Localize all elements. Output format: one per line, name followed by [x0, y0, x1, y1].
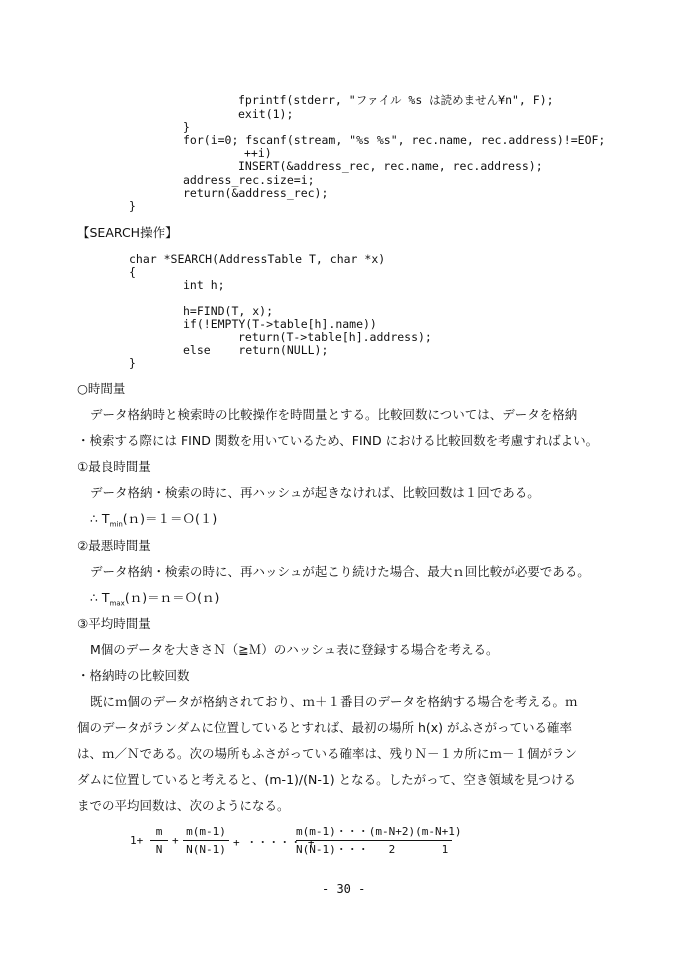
code-line: INSERT(&address_rec, rec.name, rec.address);: [238, 159, 543, 173]
code-line: int h;: [183, 278, 225, 292]
code-line: for(i=0; fscanf(stream, "%s %s", rec.name, rec.address)!=EOF;: [183, 133, 606, 147]
code-line: fprintf(stderr, "ファイル %s は読めません¥n", F);: [238, 93, 554, 107]
avg-text: M個のデータを大きさＮ（≧Ｍ）のハッシュ表に登録する場合を考える。: [90, 642, 499, 657]
formula-ellipsis: + ・・・・・ +: [233, 836, 315, 849]
fraction-numerator: m: [150, 826, 168, 841]
formula-plus: +: [172, 834, 179, 847]
code-line: return(T->table[h].address);: [238, 330, 432, 344]
code-line: }: [183, 120, 190, 134]
avg-paragraph-line: ダムに位置していると考えると、(m-1)/(N-1) となる。したがって、空き領域を見つける: [77, 772, 576, 787]
code-line: h=FIND(T, x);: [183, 304, 274, 318]
avg-paragraph-line: は、ｍ／Ｎである。次の場所もふさがっている確率は、残りＮ－１カ所にｍ－１個がラン: [77, 746, 578, 761]
formula-fraction: [296, 825, 462, 856]
worst-text: データ格納・検索の時に、再ハッシュが起こり続けた場合、最大ｎ回比較が必要である。: [90, 564, 590, 579]
code-line: address_rec.size=i;: [183, 173, 315, 187]
avg-paragraph-line: 個のデータがランダムに位置しているとすれば、最初の場所 h(x) がふさがっている確率: [77, 720, 573, 735]
time-heading: ○時間量: [77, 381, 126, 396]
intro-line: ・検索する際には FIND 関数を用いているため、FIND における比較回数を考慮すればよい。: [77, 433, 599, 448]
formula-fraction: [150, 826, 168, 856]
page-number: - 30 -: [322, 882, 366, 896]
code-line: }: [129, 199, 136, 213]
code-line: char *SEARCH(AddressTable T, char *x): [129, 252, 386, 266]
fraction-numerator: m(m-1): [183, 826, 229, 841]
formula-lead: 1+: [130, 834, 144, 847]
worst-formula: ∴ $T_{max}(n)=n=O(n)$: [90, 590, 220, 608]
fraction-numerator: m(m-1)・・・(m-N+2)(m-N+1): [296, 826, 452, 841]
code-line: {: [129, 265, 136, 279]
code-line: exit(1);: [238, 107, 294, 121]
code-line: else return(NULL);: [183, 343, 329, 357]
worst-heading: ②最悪時間量: [77, 538, 151, 553]
avg-paragraph-line: 既にｍ個のデータが格納されており、ｍ＋１番目のデータを格納する場合を考える。ｍ: [90, 694, 578, 709]
avg-paragraph-line: までの平均回数は、次のようになる。: [77, 798, 290, 813]
fraction-denominator: N: [155, 843, 163, 856]
formula-fraction: [183, 826, 229, 856]
avg-subheading: ・格納時の比較回数: [77, 668, 190, 683]
avg-heading: ③平均時間量: [77, 616, 151, 631]
best-text: データ格納・検索の時に、再ハッシュが起きなければ、比較回数は１回である。: [90, 485, 540, 500]
search-heading: 【SEARCH操作】: [77, 225, 178, 240]
code-line: return(&address_rec);: [183, 186, 329, 200]
fraction-denominator: N(N-1): [186, 843, 226, 856]
code-line: ++i): [244, 146, 272, 160]
code-line: }: [129, 356, 136, 370]
best-heading: ①最良時間量: [77, 459, 151, 474]
best-formula: ∴ $T_{min}(n)=1=O(1)$: [90, 511, 218, 529]
intro-line: データ格納時と検索時の比較操作を時間量とする。比較回数については、データを格納: [90, 407, 578, 422]
fraction-denominator: N(N-1)・・・ 2 1: [296, 843, 449, 856]
code-line: if(!EMPTY(T->table[h].name)): [183, 317, 377, 331]
